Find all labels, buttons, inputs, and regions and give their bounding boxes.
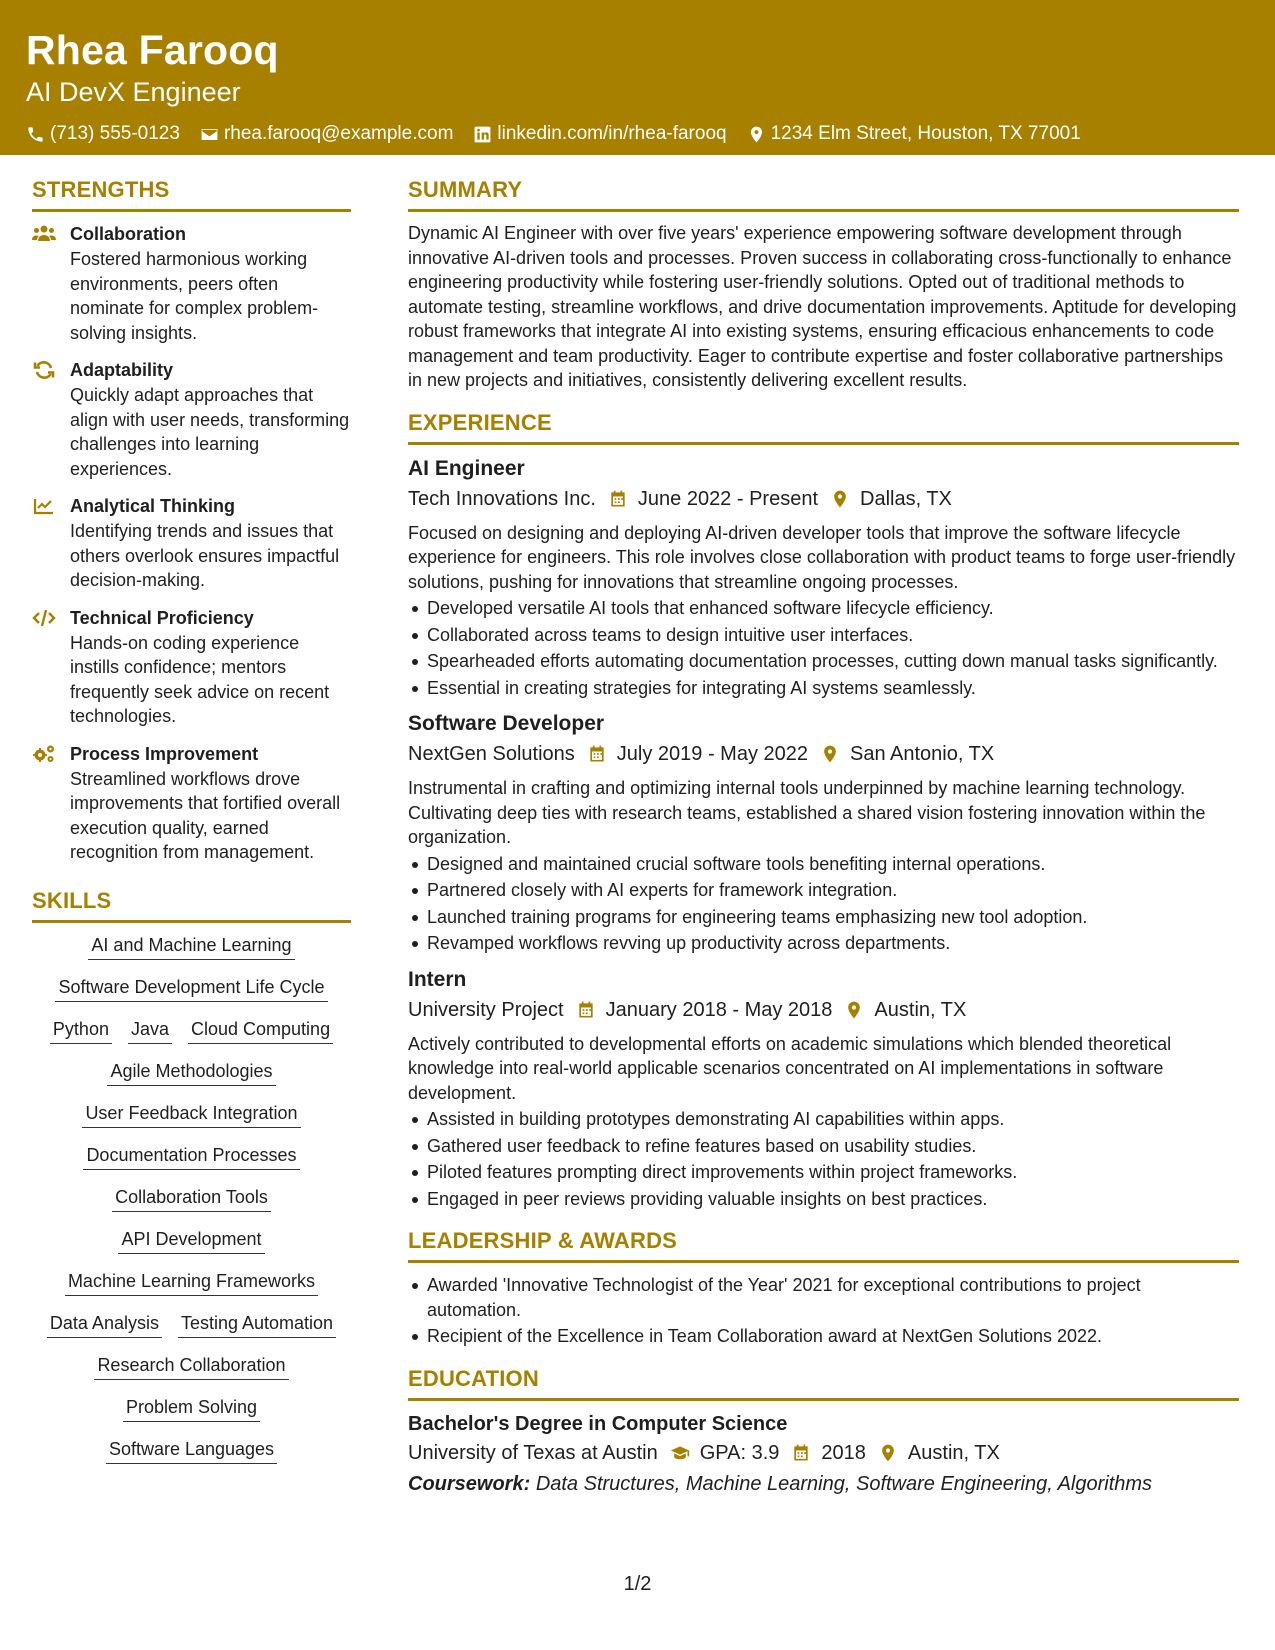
graduation-cap-icon [670, 1443, 690, 1463]
skills-list [32, 933, 351, 1479]
job-location: Dallas, TX [860, 487, 952, 510]
contact-linkedin[interactable] [473, 122, 726, 146]
skill-tag: AI and Machine Learning [88, 933, 294, 960]
calendar-icon [608, 489, 628, 509]
job-title: Software Developer [408, 712, 605, 735]
list-item: Awarded 'Innovative Technologist of the Year' 2021 for exceptional contributions to project automation. [408, 1273, 1239, 1322]
skill-row [104, 1185, 279, 1212]
skills-heading: SKILLS [32, 887, 351, 923]
strength-title: Adaptability [70, 360, 174, 380]
map-pin-icon [830, 489, 850, 509]
phone-text: (713) 555-0123 [50, 123, 180, 144]
list-item: Assisted in building prototypes demonstrating AI capabilities within apps. [408, 1107, 1239, 1132]
skill-tag: Problem Solving [123, 1395, 260, 1422]
contact-phone[interactable] [26, 122, 180, 146]
strength-desc: Identifying trends and issues that others overlook ensures impactful decision-making. [70, 521, 340, 590]
skill-tag: Java [128, 1017, 172, 1044]
strength-title: Collaboration [70, 224, 186, 244]
job-company: University Project [408, 998, 564, 1021]
list-item: Gathered user feedback to refine features based on usability studies. [408, 1134, 1239, 1159]
list-item: Engaged in peer reviews providing valuable insights on best practices. [408, 1187, 1239, 1212]
job-company: Tech Innovations Inc. [408, 487, 596, 510]
strength-desc: Streamlined workflows drove improvements that fortified overall execution quality, earned recognition from management. [70, 768, 341, 862]
skill-tag: Software Languages [106, 1437, 277, 1464]
skill-row [47, 975, 335, 1002]
strengths-heading: STRENGTHS [32, 176, 351, 212]
list-item: Essential in creating strategies for integrating AI systems seamlessly. [408, 676, 1239, 701]
strength-title: Technical Proficiency [70, 607, 254, 628]
summary-text: Dynamic AI Engineer with over five years' experience empowering software development through innovative AI-driven tools and processes. Proven success in collaborating cross-functionally to enhance engineering productivity while fostering user-friendly solutions. Opted out of traditional methods to automate testing, streamline workflows, and drive documentation improvements. Aptitude for developing robust frameworks that integrate AI into existing systems, ensuring efficacious enhancements to code management and team productivity. Eager to contribute expertise and foster collaborative partnerships in new projects and initiatives, consistently delivering excellent results. [408, 223, 1237, 390]
education-heading: EDUCATION [408, 1365, 1239, 1401]
strength-item [32, 222, 351, 345]
job-dates: June 2022 - Present [637, 487, 819, 510]
list-item: Collaborated across teams to design intuitive user interfaces. [408, 623, 1239, 648]
candidate-role: AI DevX Engineer [26, 77, 241, 107]
job-entry [408, 455, 1239, 701]
job-dates: January 2018 - May 2018 [605, 998, 833, 1021]
skill-tag: Documentation Processes [83, 1143, 299, 1170]
list-item: Designed and maintained crucial software tools benefiting internal operations. [408, 852, 1239, 877]
strength-desc: Hands-on coding experience instills confidence; mentors frequently seek advice on recent technologies. [70, 632, 330, 726]
job-company: NextGen Solutions [408, 743, 575, 765]
job-bullets [408, 852, 1239, 956]
job-dates: July 2019 - May 2022 [616, 743, 808, 765]
strength-title: Process Improvement [70, 743, 259, 764]
job-meta [408, 740, 1239, 768]
linkedin-icon [473, 125, 492, 144]
job-meta [408, 996, 1239, 1024]
calendar-icon [587, 744, 607, 764]
skill-row [115, 1395, 268, 1422]
skill-tag: User Feedback Integration [82, 1101, 300, 1128]
strength-item [32, 358, 351, 481]
contact-email[interactable] [200, 122, 453, 146]
strength-title: Analytical Thinking [70, 496, 236, 516]
job-description: Instrumental in crafting and optimizing internal tools underpinned by machine learning technology. Cultivating deep ties with research teams, established a shared vision fostering innovation within the organization. [408, 778, 1206, 847]
skill-tag: Data Analysis [47, 1311, 162, 1338]
skill-row [86, 1353, 296, 1380]
education-meta [408, 1439, 1239, 1467]
summary-heading: SUMMARY [408, 176, 1239, 212]
education-degree: Bachelor's Degree in Computer Science [408, 1412, 788, 1435]
phone-icon [26, 125, 45, 144]
chart-line-icon [32, 496, 56, 516]
job-entry [408, 710, 1239, 956]
header-banner [0, 0, 1275, 155]
job-title: Intern [408, 967, 467, 991]
strength-item [32, 606, 351, 729]
coursework-label: Coursework: [408, 1472, 531, 1495]
job-bullets [408, 596, 1239, 700]
job-location: Austin, TX [874, 998, 967, 1021]
email-text: rhea.farooq@example.com [223, 123, 454, 144]
list-item: Launched training programs for engineering teams emphasizing new tool adoption. [408, 905, 1239, 930]
skill-tag: Research Collaboration [94, 1353, 288, 1380]
calendar-icon [791, 1443, 811, 1463]
contact-address [747, 122, 1081, 146]
strength-item [32, 742, 351, 865]
list-item: Piloted features prompting direct improvements within project frameworks. [408, 1160, 1239, 1185]
skill-tag: Testing Automation [178, 1311, 336, 1338]
leadership-bullets [408, 1273, 1239, 1349]
users-icon [32, 224, 56, 244]
job-location: San Antonio, TX [850, 743, 995, 765]
education-coursework [408, 1471, 1239, 1497]
contact-bar [26, 122, 1249, 146]
skill-row [98, 1437, 285, 1464]
list-item: Developed versatile AI tools that enhanced software lifecycle efficiency. [408, 596, 1239, 621]
education-location: Austin, TX [907, 1441, 1000, 1464]
skill-row [75, 1143, 307, 1170]
page-number: 1/2 [623, 1573, 652, 1595]
skill-tag: API Development [118, 1227, 264, 1254]
job-title: AI Engineer [408, 456, 525, 480]
list-item: Partnered closely with AI experts for framework integration. [408, 878, 1239, 903]
coursework-text: Data Structures, Machine Learning, Software Engineering, Algorithms [535, 1472, 1153, 1495]
skill-row [110, 1227, 272, 1254]
code-icon [32, 608, 56, 628]
map-pin-icon [878, 1443, 898, 1463]
right-column [408, 176, 1239, 1497]
education-year: 2018 [821, 1441, 866, 1464]
candidate-name: Rhea Farooq [26, 27, 279, 73]
strength-item [32, 494, 351, 593]
job-entry [408, 966, 1239, 1212]
skill-tag: Cloud Computing [188, 1017, 333, 1044]
experience-heading: EXPERIENCE [408, 409, 1239, 445]
list-item: Spearheaded efforts automating documentation processes, cutting down manual tasks significantly. [408, 649, 1239, 674]
skill-row [42, 1017, 341, 1044]
skill-row [39, 1311, 344, 1338]
job-meta [408, 485, 1239, 513]
map-pin-icon [820, 744, 840, 764]
education-school: University of Texas at Austin [408, 1441, 658, 1464]
skill-tag: Collaboration Tools [112, 1185, 271, 1212]
skill-tag: Agile Methodologies [107, 1059, 275, 1086]
address-text: 1234 Elm Street, Houston, TX 77001 [770, 123, 1081, 144]
leadership-heading: LEADERSHIP & AWARDS [408, 1227, 1239, 1263]
skill-row [80, 933, 302, 960]
skill-tag: Python [50, 1017, 112, 1044]
linkedin-text: linkedin.com/in/rhea-farooq [497, 123, 727, 144]
education-gpa: GPA: 3.9 [699, 1441, 780, 1464]
strengths-list [32, 222, 351, 865]
job-bullets [408, 1107, 1239, 1211]
left-column [32, 176, 351, 1479]
list-item: Recipient of the Excellence in Team Collaboration award at NextGen Solutions 2022. [408, 1324, 1239, 1349]
skill-tag: Software Development Life Cycle [55, 975, 327, 1002]
skill-row [99, 1059, 283, 1086]
list-item: Revamped workflows revving up productivity across departments. [408, 931, 1239, 956]
job-description: Actively contributed to developmental efforts on academic simulations which blended theoretical knowledge into real-world applicable scenarios concentrated on AI implementations in software development. [408, 1033, 1172, 1103]
envelope-icon [200, 125, 219, 144]
map-pin-icon [747, 125, 766, 144]
calendar-icon [576, 1000, 596, 1020]
cogs-icon [32, 744, 56, 764]
skill-row [57, 1269, 326, 1296]
job-description: Focused on designing and deploying AI-driven developer tools that improve the software lifecycle experience for engineers. This role involves close collaboration with product teams to forge user-friendly solutions, pushing for innovations that streamline ongoing processes. [408, 522, 1236, 592]
strength-desc: Quickly adapt approaches that align with user needs, transforming challenges into learning experiences. [70, 385, 350, 479]
skill-row [74, 1101, 308, 1128]
strength-desc: Fostered harmonious working environments, peers often nominate for complex problem-solving insights. [70, 249, 319, 343]
sync-icon [32, 360, 56, 380]
map-pin-icon [844, 1000, 864, 1020]
skill-tag: Machine Learning Frameworks [65, 1269, 318, 1296]
